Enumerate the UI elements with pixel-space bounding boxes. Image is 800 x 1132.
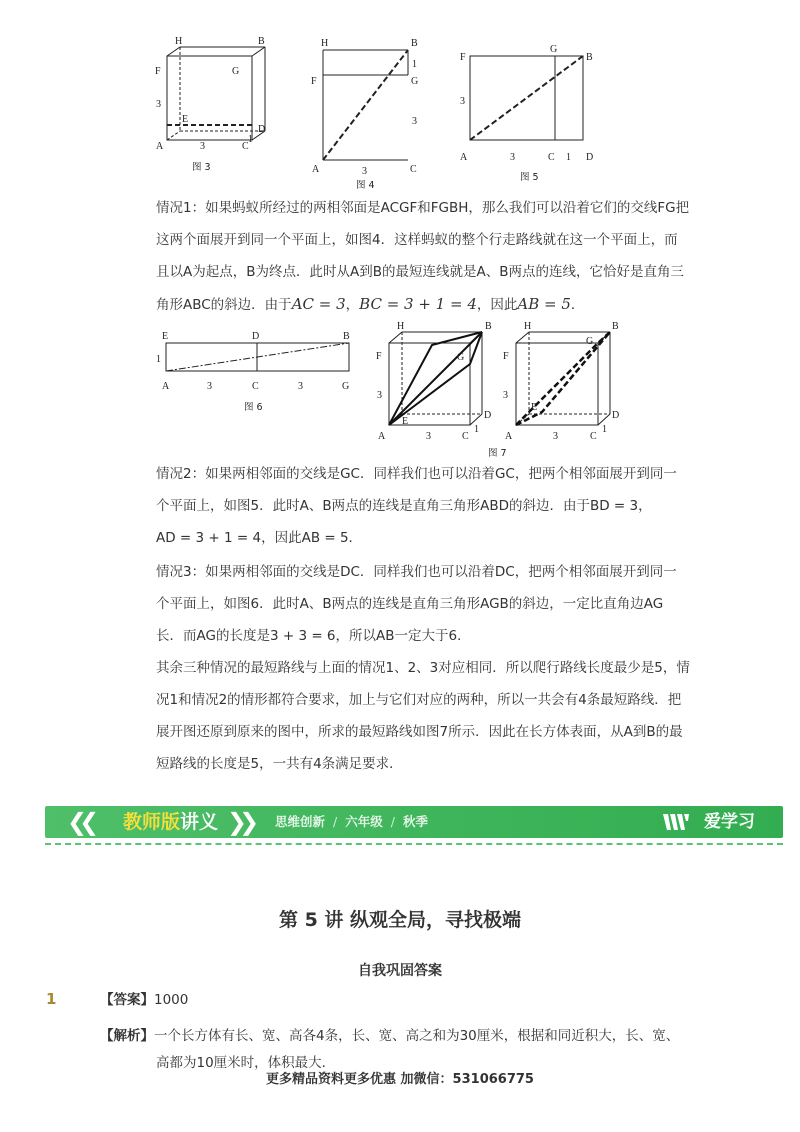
header-banner xyxy=(45,806,783,838)
fig6-label-C: C xyxy=(252,381,259,392)
case2-paragraph xyxy=(156,458,726,554)
fig5-label-G: G xyxy=(550,44,558,55)
fig3-depth: 1 xyxy=(248,134,253,145)
chevron-left-icon: ❮❮ xyxy=(67,808,92,836)
fig6-label-B: B xyxy=(343,331,350,342)
fig7b-label-G: G xyxy=(586,336,594,347)
fig7a-width: 3 xyxy=(426,431,431,442)
fig3-label-G: G xyxy=(232,66,240,77)
summary-line-3: 展开图还原到原来的图中，所求的最短路线如图7所示．因此在长方体表面，从A到B的最 xyxy=(156,724,683,740)
case2-line-3: AD = 3 + 1 = 4，因此AB = 5． xyxy=(156,530,363,546)
case1-eq-ab: AB = 5 xyxy=(517,295,571,313)
fig5-label-D: D xyxy=(586,152,594,163)
banner-brand-a: 教师版 xyxy=(123,811,181,833)
figures-row-middle xyxy=(0,0,800,470)
case1-line-4: 角形ABC的斜边．由于AC = 3，BC = 3 + 1 = 4，因此AB = 5． xyxy=(156,295,585,313)
fig5-label-B: B xyxy=(586,52,593,63)
fig3-width: 3 xyxy=(200,141,205,152)
fig7a-label-B: B xyxy=(485,321,492,332)
fig6-label-G: G xyxy=(342,381,350,392)
crumb-2: 六年级 xyxy=(345,814,383,829)
crumb-separator-1: / xyxy=(333,814,338,829)
fig7b-label-C: C xyxy=(590,431,597,442)
banner-breadcrumb xyxy=(275,814,428,830)
fig4-caption: 图 4 xyxy=(356,180,375,191)
case2-line-1: 情况2：如果两相邻面的交线是GC．同样我们也可以沿着GC，把两个相邻面展开到同一 xyxy=(156,466,677,482)
footer-promo: 更多精品资料更多优惠 加微信：531066775 xyxy=(266,1072,534,1087)
crumb-3: 秋季 xyxy=(402,814,428,829)
fig7-caption: 图 7 xyxy=(488,448,507,459)
crumb-1: 思维创新 xyxy=(275,814,326,829)
fig5-label-A: A xyxy=(460,152,468,163)
fig5-caption: 图 5 xyxy=(520,172,539,183)
fig6-depth: 1 xyxy=(156,354,161,365)
fig4-depth: 1 xyxy=(412,59,417,70)
fig3-label-E: E xyxy=(182,114,189,125)
fig4-height: 3 xyxy=(412,116,417,127)
fig4-label-A: A xyxy=(312,164,320,175)
fig7b-label-A: A xyxy=(505,431,513,442)
analysis-text-1: 一个长方体有长、宽、高各4条，长、宽、高之和为30厘米，根据和同近积大，长、宽、 xyxy=(154,1028,680,1044)
fig4-label-C: C xyxy=(410,164,417,175)
fig7a-label-F: F xyxy=(376,351,382,362)
chevron-right-icon: ❯❯ xyxy=(227,808,252,836)
answer-tag: 【答案】 xyxy=(100,992,154,1008)
fig7a-label-G: G xyxy=(457,352,465,363)
analysis-line-1 xyxy=(100,1021,679,1051)
case1-line-3: 且以A为起点，B为终点．此时从A到B的最短连线就是A、B两点的连线，它恰好是直角三 xyxy=(156,264,684,280)
case1-line-1: 情况1：如果蚂蚁所经过的两相邻面是ACGF和FGBH，那么我们可以沿着它们的交线FG把 xyxy=(156,200,690,216)
answer-line xyxy=(100,985,188,1015)
fig6-label-D: D xyxy=(252,331,260,342)
fig7a-depth: 1 xyxy=(474,424,479,435)
fig6-width-1: 3 xyxy=(207,381,212,392)
case3-line-2: 个平面上，如图6．此时A、B两点的连线是直角三角形AGB的斜边，一定比直角边AG xyxy=(156,596,664,612)
fig5-height: 3 xyxy=(460,96,465,107)
case3-paragraph xyxy=(156,556,726,652)
analysis-tag: 【解析】 xyxy=(100,1028,154,1044)
case1-mid: ，因此 xyxy=(476,297,518,313)
case1-eq-bc: BC = 3 + 1 = 4 xyxy=(359,295,477,313)
fig3-label-B: B xyxy=(258,36,265,47)
fig7b-width: 3 xyxy=(553,431,558,442)
fig6-label-A: A xyxy=(162,381,170,392)
fig7b-height: 3 xyxy=(503,390,508,401)
fig5-label-C: C xyxy=(548,152,555,163)
fig7b-label-H: H xyxy=(524,321,532,332)
fig7a-label-D: D xyxy=(484,410,492,421)
brand-logo-icon xyxy=(661,811,691,833)
fig6-caption: 图 6 xyxy=(244,402,263,413)
analysis-line-2: 高都为10厘米时，体积最大． xyxy=(156,1055,336,1071)
fig7b-label-E: E xyxy=(531,402,538,413)
summary-paragraph xyxy=(156,652,726,780)
fig7a-label-A: A xyxy=(378,431,386,442)
summary-line-1: 其余三种情况的最短路线与上面的情况1、2、3对应相同．所以爬行路线长度最少是5，情 xyxy=(156,660,690,676)
case2-line-2: 个平面上，如图5．此时A、B两点的连线是直角三角形ABD的斜边．由于BD = 3， xyxy=(156,498,652,514)
banner-brand-b: 讲义 xyxy=(180,811,219,833)
fig3-label-C: C xyxy=(242,141,249,152)
fig3-label-F: F xyxy=(155,66,161,77)
summary-line-4: 短路线的长度是5，一共有4条满足要求． xyxy=(156,756,403,772)
case3-line-1: 情况3：如果两相邻面的交线是DC．同样我们也可以沿着DC，把两个相邻面展开到同一 xyxy=(156,564,677,580)
case3-line-3: 长．而AG的长度是3 + 3 = 6，所以AB一定大于6． xyxy=(156,628,471,644)
fig7a-height: 3 xyxy=(377,390,382,401)
fig4-width: 3 xyxy=(362,166,367,177)
fig5-label-F: F xyxy=(460,52,466,63)
lecture-title: 第 5 讲 纵观全局，寻找极端 xyxy=(278,909,522,931)
crumb-separator-2: / xyxy=(390,814,395,829)
fig6-label-E: E xyxy=(162,331,169,342)
figure-6 xyxy=(156,331,350,413)
fig3-height: 3 xyxy=(156,99,161,110)
fig4-label-H: H xyxy=(321,38,329,49)
banner-logo-text: 爱学习 xyxy=(704,812,755,832)
fig7a-label-E: E xyxy=(402,416,409,427)
banner-divider xyxy=(45,843,783,845)
fig7b-label-B: B xyxy=(612,321,619,332)
fig3-label-H: H xyxy=(175,36,183,47)
figure-7-left xyxy=(376,321,492,442)
fig7a-label-H: H xyxy=(397,321,405,332)
fig7b-label-D: D xyxy=(612,410,620,421)
fig4-label-G: G xyxy=(411,76,419,87)
figure-7-right xyxy=(503,321,619,442)
case1-line-4-prefix: 角形ABC的斜边．由于 xyxy=(156,297,292,313)
case1-line-2: 这两个面展开到同一个平面上，如图4．这样蚂蚁的整个行走路线就在这一个平面上，而 xyxy=(156,232,678,248)
fig7a-label-C: C xyxy=(462,431,469,442)
fig3-label-A: A xyxy=(156,141,164,152)
fig7b-depth: 1 xyxy=(602,424,607,435)
fig3-caption: 图 3 xyxy=(192,162,211,173)
summary-line-2: 况1和情况2的情形都符合要求，加上与它们对应的两种，所以一共会有4条最短路线．把 xyxy=(156,692,682,708)
answer-value: 1000 xyxy=(154,992,189,1008)
fig5-width: 3 xyxy=(510,152,515,163)
fig4-label-F: F xyxy=(311,76,317,87)
section-title: 自我巩固答案 xyxy=(358,963,442,979)
fig4-label-B: B xyxy=(411,38,418,49)
fig6-width-2: 3 xyxy=(298,381,303,392)
fig3-label-D: D xyxy=(258,124,266,135)
banner-brand xyxy=(123,810,218,834)
case1-eq-ac: AC = 3 xyxy=(291,295,346,313)
question-number: 1 xyxy=(46,990,57,1008)
fig5-depth: 1 xyxy=(566,152,571,163)
fig7b-label-F: F xyxy=(503,351,509,362)
